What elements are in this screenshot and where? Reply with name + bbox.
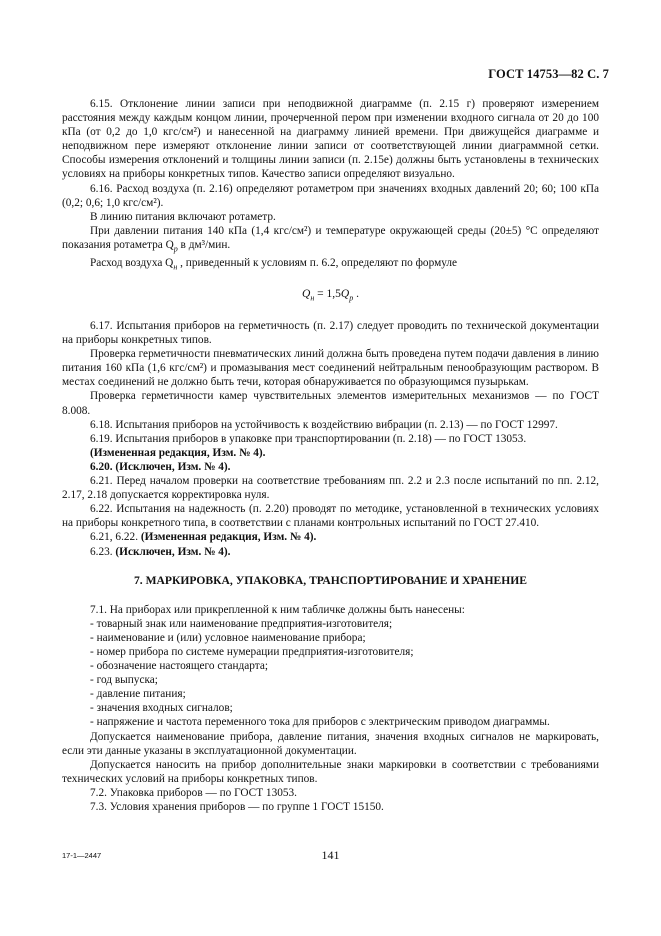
paragraph-6-18: 6.18. Испытания приборов на устойчивость к воздействию вибрации (п. 2.13) — по ГОСТ 12997. [90,418,558,431]
list-item: - год выпуска; [90,674,158,687]
page-header: ГОСТ 14753—82 С. 7 [488,67,609,81]
list-item: - значения входных сигналов; [90,702,233,715]
paragraph-6-15: 6.15. Отклонение линии записи при неподвижной диаграмме (п. 2.15 г) проверяют измерением расстояния между каждым концом линии, прочерченной пером при изменении входного сигнала от 20 до 100 кПа (от 0,2 до 1,0 кгс/см²) и нанесенной на диаграмму линией времени. При движущейся диаграмме и неподвижном пере измеряют отклонение линии записи от соответствующей линии диаграммной сетки. Способы измерения отклонений и толщины линии записи (п. 2.15е) должны быть установлены в технических условиях на приборы конкретных типов. Качество записи определяют визуально. [62,98,599,181]
paragraph-6-16-rotameter: В линию питания включают ротаметр. [90,210,276,223]
paragraph-6-16: 6.16. Расход воздуха (п. 2.16) определяют ротаметром при значениях входных давлений 20; 60; 100 кПа (0,2; 0,6; 1,0 кгс/см²). [62,182,599,209]
paragraph-6-19: 6.19. Испытания приборов в упаковке при транспортировании (п. 2.18) — по ГОСТ 13053. [90,432,527,445]
paragraph-7-2: 7.2. Упаковка приборов — по ГОСТ 13053. [90,786,297,799]
paragraph-7-1: 7.1. На приборах или прикрепленной к ним табличке должны быть нанесены: [90,603,465,616]
list-item: - давление питания; [90,688,186,701]
section-7-title: 7. МАРКИРОВКА, УПАКОВКА, ТРАНСПОРТИРОВАНИЕ И ХРАНЕНИЕ [133,573,528,587]
paragraph-7-1-additional: Допускается наносить на прибор дополнительные знаки маркировки в соответствии с требованиями технических условий на приборы конкретных типов. [62,758,599,785]
list-item: - наименование и (или) условное наименование прибора; [90,631,366,644]
paragraph-6-23: 6.23. (Исключен, Изм. № 4). [90,545,231,558]
paragraph-6-16-pressure: При давлении питания 140 кПа (1,4 кгс/см²) и температуре окружающей среды (20±5) °С определяют показания ротаметра $Q_р$ в дм³/мин. [62,224,599,254]
paragraph-6-16-flow: Расход воздуха $Q_н$ , приведенный к условиям п. 6.2, определяют по формуле [90,257,458,272]
formula: $Q_н = 1,5Q_р$ . [302,287,359,302]
paragraph-6-21: 6.21. Перед началом проверки на соответствие требованиям пп. 2.2 и 2.3 после испытаний по пп. 2.12, 2.17, 2.18 допускается корректировка нуля. [62,475,599,502]
paragraph-6-22: 6.22. Испытания на надежность (п. 2.20) проводят по методике, установленной в технических условиях на приборы конкретного типа, в соответствии с планами контрольных испытаний по ГОСТ 27.410. [62,503,599,530]
paragraph-6-17-pneumatic: Проверка герметичности пневматических линий должна быть проведена путем подачи давления в линию питания 160 кПа (1,6 кгс/см²) и промазывания мест соединений нейтральным пенообразующим раствором. В местах соединений не должно быть течи, которая обнаруживается по образующимся пузырькам. [62,348,599,389]
paragraph-7-3: 7.3. Условия хранения приборов — по группе 1 ГОСТ 15150. [90,801,384,814]
list-item: - напряжение и частота переменного тока для приборов с электрическим приводом диаграммы. [90,716,550,729]
document-body [62,97,599,814]
paragraph-7-1-allowance: Допускается наименование прибора, давление питания, значения входных сигналов не маркировать, если эти данные указаны в эксплуатационной документации. [62,730,599,757]
paragraph-6-20: 6.20. (Исключен, Изм. № 4). [90,460,231,473]
print-code: 17-1—2447 [62,851,102,860]
page-number: 141 [321,848,340,862]
list-item: - товарный знак или наименование предприятия-изготовителя; [90,617,393,630]
paragraph-6-17-chambers: Проверка герметичности камер чувствительных элементов измерительных механизмов — по ГОСТ 8.008. [62,390,599,417]
amendment-note-6-19: (Измененная редакция, Изм. № 4). [90,446,266,459]
amendment-note-6-21-6-22: 6.21, 6.22. (Измененная редакция, Изм. № 4). [90,531,317,544]
list-item: - номер прибора по системе нумерации предприятия-изготовителя; [90,645,414,658]
list-item: - обозначение настоящего стандарта; [90,660,268,673]
paragraph-6-17: 6.17. Испытания приборов на герметичность (п. 2.17) следует проводить по технической документации на приборы конкретных типов. [62,320,599,347]
